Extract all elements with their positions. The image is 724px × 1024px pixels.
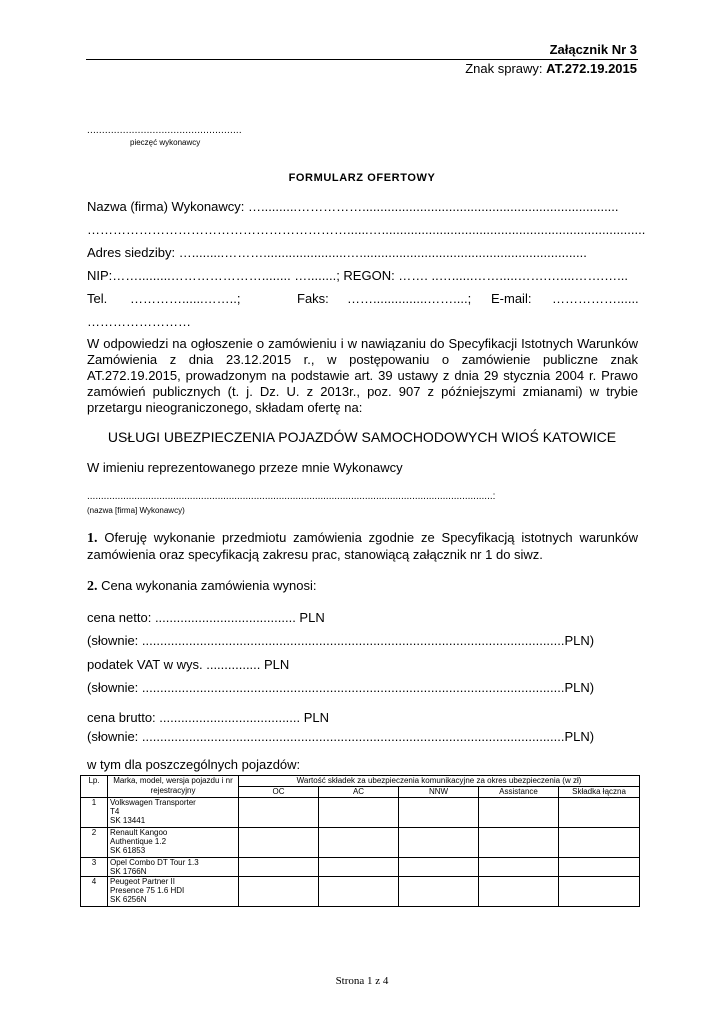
field-email-label: E-mail:	[491, 291, 532, 306]
price-vat: podatek VAT w wys. ............... PLN	[87, 657, 290, 672]
table-row	[81, 858, 640, 877]
represent-dots: ..................................................................................................................................................:	[87, 491, 496, 502]
point-2	[87, 578, 316, 595]
col-oc-header: OC	[239, 787, 319, 798]
attachment-title: Załącznik Nr 3	[549, 42, 637, 57]
point-1-text: Oferuję wykonanie przedmiotu zamówienia zgodnie ze Specyfikacją istotnych warunków zamówienia oraz specyfikacją zakresu prac, stanowiącą załącznik nr 1 do siwz.	[87, 530, 638, 562]
form-title: FORMULARZ OFERTOWY	[288, 172, 436, 184]
table-row	[81, 828, 640, 858]
price-vat-words: (słownie: .....................................................................................................................PLN)	[87, 680, 595, 695]
price-gross-words: (słownie: .....................................................................................................................PLN)	[87, 729, 595, 744]
cell-assistance	[479, 877, 559, 907]
col-assistance-header: Assistance	[479, 787, 559, 798]
point-1-number: 1.	[87, 531, 98, 546]
col-ac-header: AC	[319, 787, 399, 798]
col-lp-header: Lp.	[81, 776, 108, 798]
cell-assistance	[479, 858, 559, 877]
table-row	[81, 877, 640, 907]
cell-ac	[319, 858, 399, 877]
row-vehicle: Volkswagen Transporter T4 SK 13441	[108, 798, 239, 828]
cell-total	[559, 798, 640, 828]
service-title: USŁUGI UBEZPIECZENIA POJAZDÓW SAMOCHODOWYCH WIOŚ KATOWICE	[107, 429, 617, 445]
col-group-header: Wartość składek za ubezpieczenia komunikacyjne za okres ubezpieczenia (w zł)	[239, 776, 640, 787]
row-vehicle: Renault Kangoo Authentique 1.2 SK 61853	[108, 828, 239, 858]
field-company-name-cont: ……………………………………………………......….........................................................................	[87, 222, 646, 237]
cell-ac	[319, 798, 399, 828]
row-lp: 3	[81, 858, 108, 877]
field-email-dots: ……………......	[552, 291, 639, 306]
case-label: Znak sprawy:	[465, 61, 547, 76]
row-vehicle: Peugeot Partner II Presence 75 1.6 HDI SK 6256N	[108, 877, 239, 907]
cell-assistance	[479, 798, 559, 828]
price-net-words: (słownie: .....................................................................................................................PLN)	[87, 633, 595, 648]
case-number: AT.272.19.2015	[546, 61, 637, 76]
cell-nnw	[399, 828, 479, 858]
intro-paragraph: W odpowiedzi na ogłoszenie o zamówieniu i w nawiązaniu do Specyfikacji Istotnych Warunków Zamówienia z dnia 23.12.2015 r., w postępowaniu o zamówienie publiczne znak AT.272.19.2015, prowadzonym na podstawie art. 39 ustawy z dnia 29 stycznia 2004 r. Prawo zamówień publicznych (t. j. Dz. U. z 2013r., poz. 907 z późniejszymi zmianami) w trybie przetargu nieograniczonego, składam ofertę na:	[87, 336, 638, 415]
field-tel-label: Tel.	[87, 291, 108, 306]
cell-nnw	[399, 877, 479, 907]
cell-total	[559, 877, 640, 907]
cell-total	[559, 858, 640, 877]
field-tel-dots: …………......……..;	[130, 291, 241, 306]
row-lp: 4	[81, 877, 108, 907]
cell-assistance	[479, 828, 559, 858]
table-row	[81, 798, 640, 828]
seal-dots: ....................................................	[87, 125, 242, 136]
seal-caption: pieczęć wykonawcy	[130, 138, 201, 147]
cell-oc	[239, 828, 319, 858]
row-lp: 2	[81, 828, 108, 858]
col-nnw-header: NNW	[399, 787, 479, 798]
field-company-name: Nazwa (firma) Wykonawcy: …..........…………….......................................................................	[87, 199, 619, 214]
row-vehicle: Opel Combo DT Tour 1.3 SK 1766N	[108, 858, 239, 877]
point-2-text: Cena wykonania zamówienia wynosi:	[101, 578, 317, 593]
cell-total	[559, 828, 640, 858]
cell-oc	[239, 877, 319, 907]
field-address: Adres siedziby: ….........……….......................…...............................................................	[87, 245, 587, 260]
price-net: cena netto: ....................................... PLN	[87, 610, 325, 625]
header-divider	[86, 59, 638, 60]
cell-ac	[319, 877, 399, 907]
field-email-cont: ……………………	[87, 314, 191, 329]
price-gross: cena brutto: ....................................... PLN	[87, 710, 330, 725]
cell-nnw	[399, 858, 479, 877]
cell-oc	[239, 798, 319, 828]
row-lp: 1	[81, 798, 108, 828]
field-fax-label: Faks:	[297, 291, 329, 306]
represent-text: W imieniu reprezentowanego przeze mnie Wykonawcy	[87, 460, 403, 475]
case-reference	[465, 61, 637, 76]
field-fax-dots: ……...............……....;	[347, 291, 472, 306]
cell-ac	[319, 828, 399, 858]
point-1	[87, 530, 638, 563]
represent-caption: (nazwa [firma] Wykonawcy)	[87, 506, 185, 515]
cell-oc	[239, 858, 319, 877]
breakdown-label: w tym dla poszczególnych pojazdów:	[87, 757, 301, 772]
col-total-header: Składka łączna	[559, 787, 640, 798]
col-vehicle-header: Marka, model, wersja pojazdu i nr rejestracyjny	[108, 776, 239, 798]
page-number: Strona 1 z 4	[335, 975, 389, 987]
field-nip-regon: NIP:…….........…………………........ …........; REGON: ……. ..…......…….....…….…....…….…...	[87, 268, 628, 283]
vehicle-premium-table	[80, 775, 640, 907]
cell-nnw	[399, 798, 479, 828]
point-2-number: 2.	[87, 579, 98, 594]
